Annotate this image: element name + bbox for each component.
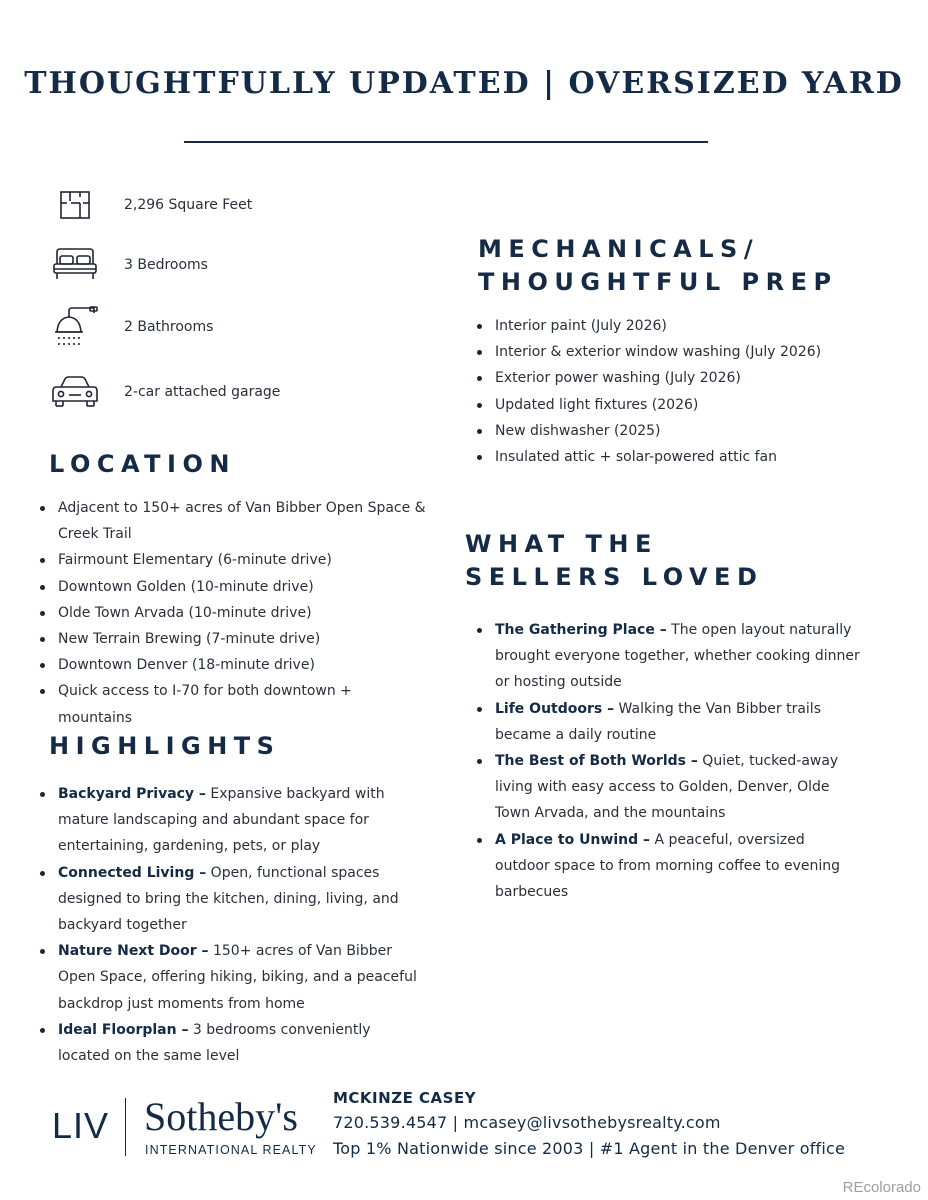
title-divider xyxy=(184,141,708,143)
list-item: Exterior power washing (July 2026) xyxy=(473,365,893,391)
list-item: Insulated attic + solar-powered attic fan xyxy=(473,444,893,470)
seller-text: The open layout naturally brought everyone together, whether cooking dinner or hosting outside xyxy=(495,622,860,691)
highlights-heading: HIGHLIGHTS xyxy=(49,732,281,760)
stat-garage-text: 2-car attached garage xyxy=(124,384,281,400)
list-item xyxy=(36,781,426,860)
brand-logo-divider xyxy=(125,1098,126,1156)
seller-text: A peaceful, oversized outdoor space to from morning coffee to evening barbecues xyxy=(495,831,841,901)
highlight-text: 3 bedrooms conveniently located on the same level xyxy=(58,1021,371,1065)
sellers-list xyxy=(473,617,863,905)
brand-logo-liv: LIV xyxy=(52,1105,110,1146)
page-title: THOUGHTFULLY UPDATED | OVERSIZED YARD xyxy=(24,66,904,101)
highlight-text: 150+ acres of Van Bibber Open Space, offering hiking, biking, and a peaceful backdrop just moments from home xyxy=(58,943,417,1012)
list-item: Fairmount Elementary (6-minute drive) xyxy=(36,547,428,573)
location-list xyxy=(36,495,428,731)
highlight-label: Nature Next Door – xyxy=(58,943,209,960)
list-item xyxy=(473,696,863,748)
watermark: REcolorado xyxy=(842,1179,921,1196)
stat-garage xyxy=(50,370,281,414)
sellers-heading-line1: WHAT THE xyxy=(465,530,658,558)
stat-bedrooms xyxy=(50,243,208,287)
list-item xyxy=(36,860,426,939)
stat-square-feet xyxy=(50,183,253,227)
list-item xyxy=(36,1017,426,1069)
seller-label: A Place to Unwind – xyxy=(495,831,650,848)
list-item: Adjacent to 150+ acres of Van Bibber Open Space & Creek Trail xyxy=(36,495,428,547)
sellers-heading xyxy=(465,528,763,594)
stat-square-feet-text: 2,296 Square Feet xyxy=(124,197,253,213)
list-item xyxy=(473,827,863,906)
seller-text: Quiet, tucked-away living with easy access to Golden, Denver, Olde Town Arvada, and the mountains xyxy=(495,753,839,822)
mechanicals-heading-line2: THOUGHTFUL PREP xyxy=(478,268,838,296)
highlights-list xyxy=(36,781,426,1069)
highlight-text: Expansive backyard with mature landscaping and abundant space for entertaining, gardening, pets, or play xyxy=(58,786,385,855)
bed-icon xyxy=(50,243,100,287)
agent-name: MCKINZE CASEY xyxy=(333,1089,477,1107)
highlight-label: Connected Living – xyxy=(58,864,207,881)
seller-label: The Gathering Place – xyxy=(495,622,667,638)
location-heading: LOCATION xyxy=(49,450,236,478)
seller-label: The Best of Both Worlds – xyxy=(495,753,698,770)
highlight-label: Backyard Privacy – xyxy=(58,786,206,802)
mechanicals-heading-line1: MECHANICALS/ xyxy=(478,235,760,263)
agent-contact: 720.539.4547 | mcasey@livsothebysrealty.com xyxy=(333,1113,721,1132)
list-item: Quick access to I-70 for both downtown + mountains xyxy=(36,678,428,730)
shower-icon xyxy=(50,305,100,349)
list-item: New Terrain Brewing (7-minute drive) xyxy=(36,626,428,652)
mechanicals-heading xyxy=(478,233,838,299)
brand-logo-sothebys: Sotheby's xyxy=(144,1094,298,1139)
list-item: Updated light fixtures (2026) xyxy=(473,392,893,418)
list-item xyxy=(473,748,863,827)
list-item: Interior & exterior window washing (July 2026) xyxy=(473,339,893,365)
car-icon xyxy=(50,370,100,414)
floorplan-icon xyxy=(50,183,100,227)
list-item: Downtown Denver (18-minute drive) xyxy=(36,652,428,678)
stat-bedrooms-text: 3 Bedrooms xyxy=(124,257,208,273)
mechanicals-list xyxy=(473,313,893,470)
list-item xyxy=(36,938,426,1017)
list-item xyxy=(473,617,863,696)
seller-label: Life Outdoors – xyxy=(495,700,615,717)
highlight-label: Ideal Floorplan – xyxy=(58,1021,189,1038)
stat-bathrooms xyxy=(50,305,214,349)
list-item: Downtown Golden (10-minute drive) xyxy=(36,574,428,600)
brand-logo-tagline: INTERNATIONAL REALTY xyxy=(145,1143,317,1157)
seller-text: Walking the Van Bibber trails became a daily routine xyxy=(495,700,821,743)
list-item: Interior paint (July 2026) xyxy=(473,313,893,339)
list-item: New dishwasher (2025) xyxy=(473,418,893,444)
sellers-heading-line2: SELLERS LOVED xyxy=(465,563,764,591)
list-item: Olde Town Arvada (10-minute drive) xyxy=(36,600,428,626)
highlight-text: Open, functional spaces designed to bring the kitchen, dining, living, and backyard together xyxy=(58,864,399,934)
stat-bathrooms-text: 2 Bathrooms xyxy=(124,319,214,335)
agent-credentials: Top 1% Nationwide since 2003 | #1 Agent in the Denver office xyxy=(333,1139,846,1158)
